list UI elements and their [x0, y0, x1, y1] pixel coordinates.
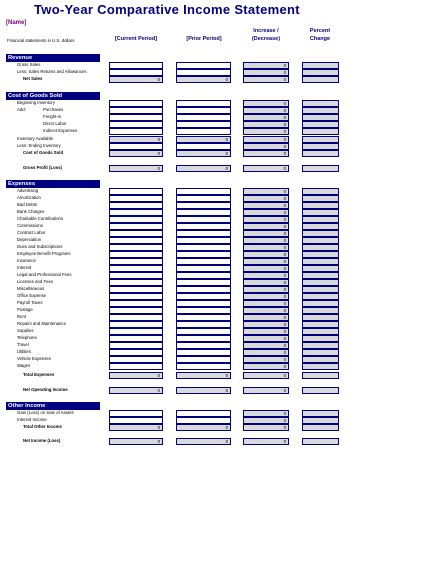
row-expense-amortization-prior[interactable] — [176, 195, 231, 202]
row-returns-allowances-increase: 0 — [243, 69, 289, 76]
row-net-operating-income-percent — [302, 387, 339, 394]
row-expense-travel-increase: 0 — [243, 342, 289, 349]
row-gain-loss-assets-current[interactable] — [109, 410, 163, 417]
label-expense-wages: Wages — [17, 363, 31, 368]
row-expense-amortization-percent — [302, 195, 339, 202]
row-expense-travel-current[interactable] — [109, 342, 163, 349]
label-total-expenses: Total Expenses — [23, 372, 55, 377]
row-expense-commissions-increase: 0 — [243, 223, 289, 230]
row-expense-wages-prior[interactable] — [176, 363, 231, 370]
row-net-operating-income-increase: 0 — [243, 387, 289, 394]
section-expenses: Expenses — [6, 180, 100, 188]
row-expense-licenses-and-fees-increase: 0 — [243, 279, 289, 286]
row-gross-profit-current: 0 — [109, 165, 163, 172]
row-inventory-available-prior: 0 — [176, 136, 231, 143]
label-expense-advertising: Advertising — [17, 188, 39, 193]
row-expense-legal-and-professional-fees-increase: 0 — [243, 272, 289, 279]
header-percent-line1: Percent — [309, 28, 331, 34]
row-cogs-total-current: 0 — [109, 150, 163, 157]
label-gain-loss-assets: Gain (Loss) on Sale of Assets — [17, 410, 74, 415]
row-ending-inventory-prior[interactable] — [176, 143, 231, 150]
row-expense-charitable-contributions-current[interactable] — [109, 216, 163, 223]
row-expense-bank-charges-prior[interactable] — [176, 209, 231, 216]
label-expense-employee-benefit-programs: Employee Benefit Programs — [17, 251, 71, 256]
label-inventory-available: Inventory Available — [17, 136, 53, 141]
label-expense-telephone: Telephone — [17, 335, 37, 340]
row-expense-repairs-and-maintenance-prior[interactable] — [176, 321, 231, 328]
row-expense-wages-current[interactable] — [109, 363, 163, 370]
row-expense-telephone-increase: 0 — [243, 335, 289, 342]
row-expense-travel-prior[interactable] — [176, 342, 231, 349]
label-expense-utilities: Utilities — [17, 349, 31, 354]
section-other-income: Other Income — [6, 402, 100, 410]
row-expense-vehicle-expenses-percent — [302, 356, 339, 363]
row-expense-telephone-percent — [302, 335, 339, 342]
row-beginning-inventory-percent — [302, 100, 339, 107]
row-freight-in-increase: 0 — [243, 114, 289, 121]
label-expense-interest: Interest — [17, 265, 32, 270]
row-expense-postage-increase: 0 — [243, 307, 289, 314]
row-expense-contract-labor-prior[interactable] — [176, 230, 231, 237]
row-expense-insurance-current[interactable] — [109, 258, 163, 265]
row-direct-labor-increase: 0 — [243, 121, 289, 128]
row-inventory-available-increase: 0 — [243, 136, 289, 143]
label-expense-dues-and-subscriptions: Dues and Subscriptions — [17, 244, 63, 249]
label-cogs-total: Cost of Goods Sold — [23, 150, 64, 155]
row-expense-commissions-prior[interactable] — [176, 223, 231, 230]
row-gross-sales-current[interactable] — [109, 62, 163, 69]
row-beginning-inventory-increase: 0 — [243, 100, 289, 107]
row-gross-profit-percent — [302, 165, 339, 172]
row-net-operating-income-current: 0 — [109, 387, 163, 394]
label-interest-income: Interest Income — [17, 417, 47, 422]
row-expense-vehicle-expenses-increase: 0 — [243, 356, 289, 363]
header-current-period[interactable]: [Current Period] — [114, 36, 158, 42]
row-expense-charitable-contributions-increase: 0 — [243, 216, 289, 223]
row-expense-bank-charges-increase: 0 — [243, 209, 289, 216]
row-indirect-expenses-percent — [302, 128, 339, 135]
row-gross-profit-increase: 0 — [243, 165, 289, 172]
row-expense-office-expense-current[interactable] — [109, 293, 163, 300]
row-expense-supplies-prior[interactable] — [176, 328, 231, 335]
row-expense-advertising-prior[interactable] — [176, 188, 231, 195]
row-purchases-prior[interactable] — [176, 107, 231, 114]
row-net-sales-increase: 0 — [243, 76, 289, 83]
row-expense-miscellaneous-current[interactable] — [109, 286, 163, 293]
row-expense-utilities-prior[interactable] — [176, 349, 231, 356]
header-percent-change — [295, 27, 345, 43]
row-expense-depreciation-increase: 0 — [243, 237, 289, 244]
row-expense-bad-debts-prior[interactable] — [176, 202, 231, 209]
row-expense-dues-and-subscriptions-increase: 0 — [243, 244, 289, 251]
row-net-income-current: 0 — [109, 438, 163, 445]
row-expense-insurance-percent — [302, 258, 339, 265]
row-cogs-total-increase: 0 — [243, 150, 289, 157]
row-expense-employee-benefit-programs-current[interactable] — [109, 251, 163, 258]
row-expense-utilities-increase: 0 — [243, 349, 289, 356]
row-expense-contract-labor-increase: 0 — [243, 230, 289, 237]
row-expense-bank-charges-percent — [302, 209, 339, 216]
row-expense-wages-increase: 0 — [243, 363, 289, 370]
section-revenue: Revenue — [6, 54, 100, 62]
currency-note: Financial statements in U.S. dollars — [7, 38, 75, 43]
row-expense-amortization-current[interactable] — [109, 195, 163, 202]
label-ending-inventory: Less: Ending Inventory — [17, 143, 61, 148]
row-expense-commissions-current[interactable] — [109, 223, 163, 230]
row-expense-supplies-increase: 0 — [243, 328, 289, 335]
row-expense-office-expense-percent — [302, 293, 339, 300]
row-cogs-total-percent — [302, 150, 339, 157]
row-expense-telephone-prior[interactable] — [176, 335, 231, 342]
label-expense-contract-labor: Contract Labor — [17, 230, 46, 235]
row-gross-sales-percent — [302, 62, 339, 69]
row-total-other-income-increase: 0 — [243, 424, 289, 431]
row-expense-repairs-and-maintenance-current[interactable] — [109, 321, 163, 328]
row-expense-commissions-percent — [302, 223, 339, 230]
row-direct-labor-prior[interactable] — [176, 121, 231, 128]
row-freight-in-current[interactable] — [109, 114, 163, 121]
row-expense-bad-debts-increase: 0 — [243, 202, 289, 209]
row-returns-allowances-percent — [302, 69, 339, 76]
label-beginning-inventory: Beginning Inventory — [17, 100, 55, 105]
row-net-sales-prior: 0 — [176, 76, 231, 83]
label-expense-vehicle-expenses: Vehicle Expenses — [17, 356, 51, 361]
row-expense-repairs-and-maintenance-increase: 0 — [243, 321, 289, 328]
row-total-expenses-current: 0 — [109, 372, 163, 379]
row-expense-advertising-percent — [302, 188, 339, 195]
row-expense-payroll-taxes-percent — [302, 300, 339, 307]
label-freight-in: Freight-in — [43, 114, 62, 119]
row-expense-employee-benefit-programs-prior[interactable] — [176, 251, 231, 258]
label-expense-commissions: Commissions — [17, 223, 43, 228]
row-expense-employee-benefit-programs-percent — [302, 251, 339, 258]
row-gross-sales-increase: 0 — [243, 62, 289, 69]
row-expense-telephone-current[interactable] — [109, 335, 163, 342]
row-inventory-available-percent — [302, 136, 339, 143]
row-expense-depreciation-current[interactable] — [109, 237, 163, 244]
label-expense-legal-and-professional-fees: Legal and Professional Fees — [17, 272, 72, 277]
row-expense-rent-percent — [302, 314, 339, 321]
row-net-income-percent — [302, 438, 339, 445]
row-expense-supplies-current[interactable] — [109, 328, 163, 335]
row-expense-depreciation-prior[interactable] — [176, 237, 231, 244]
label-net-operating-income: Net Operating Income — [23, 387, 68, 392]
row-expense-contract-labor-current[interactable] — [109, 230, 163, 237]
row-cogs-total-prior: 0 — [176, 150, 231, 157]
row-expense-office-expense-prior[interactable] — [176, 293, 231, 300]
row-expense-postage-current[interactable] — [109, 307, 163, 314]
row-expense-interest-current[interactable] — [109, 265, 163, 272]
label-expense-payroll-taxes: Payroll Taxes — [17, 300, 43, 305]
row-gain-loss-assets-prior[interactable] — [176, 410, 231, 417]
row-expense-miscellaneous-prior[interactable] — [176, 286, 231, 293]
row-expense-dues-and-subscriptions-current[interactable] — [109, 244, 163, 251]
row-returns-allowances-prior[interactable] — [176, 69, 231, 76]
row-expense-dues-and-subscriptions-prior[interactable] — [176, 244, 231, 251]
row-expense-supplies-percent — [302, 328, 339, 335]
label-expense-licenses-and-fees: Licenses and Fees — [17, 279, 54, 284]
row-expense-payroll-taxes-prior[interactable] — [176, 300, 231, 307]
page-title: Two-Year Comparative Income Statement — [34, 2, 300, 17]
header-increase-line2: (Decrease) — [251, 36, 281, 42]
label-net-sales: Net Sales — [23, 76, 43, 81]
row-direct-labor-percent — [302, 121, 339, 128]
label-expense-amortization: Amortization — [17, 195, 41, 200]
row-expense-utilities-percent — [302, 349, 339, 356]
row-expense-vehicle-expenses-prior[interactable] — [176, 356, 231, 363]
label-gross-profit: Gross Profit (Loss) — [23, 165, 62, 170]
row-gain-loss-assets-increase: 0 — [243, 410, 289, 417]
row-expense-interest-percent — [302, 265, 339, 272]
label-expense-depreciation: Depreciation — [17, 237, 42, 242]
row-direct-labor-current[interactable] — [109, 121, 163, 128]
row-expense-insurance-increase: 0 — [243, 258, 289, 265]
row-expense-licenses-and-fees-percent — [302, 279, 339, 286]
row-expense-legal-and-professional-fees-current[interactable] — [109, 272, 163, 279]
row-expense-rent-current[interactable] — [109, 314, 163, 321]
row-expense-depreciation-percent — [302, 237, 339, 244]
row-ending-inventory-increase: 0 — [243, 143, 289, 150]
row-expense-interest-increase: 0 — [243, 265, 289, 272]
row-expense-contract-labor-percent — [302, 230, 339, 237]
row-expense-insurance-prior[interactable] — [176, 258, 231, 265]
row-net-income-prior: 0 — [176, 438, 231, 445]
row-expense-vehicle-expenses-current[interactable] — [109, 356, 163, 363]
row-purchases-current[interactable] — [109, 107, 163, 114]
row-expense-bank-charges-current[interactable] — [109, 209, 163, 216]
row-expense-licenses-and-fees-prior[interactable] — [176, 279, 231, 286]
row-expense-employee-benefit-programs-increase: 0 — [243, 251, 289, 258]
label-returns-allowances: Less: Sales Returns and Allowances — [17, 69, 87, 74]
label-expense-travel: Travel — [17, 342, 29, 347]
row-inventory-available-current: 0 — [109, 136, 163, 143]
row-expense-legal-and-professional-fees-percent — [302, 272, 339, 279]
row-gain-loss-assets-percent — [302, 410, 339, 417]
row-total-other-income-current: 0 — [109, 424, 163, 431]
row-expense-rent-increase: 0 — [243, 314, 289, 321]
label-expense-supplies: Supplies — [17, 328, 34, 333]
row-expense-payroll-taxes-current[interactable] — [109, 300, 163, 307]
row-expense-advertising-current[interactable] — [109, 188, 163, 195]
row-net-sales-percent — [302, 76, 339, 83]
label-expense-charitable-contributions: Charitable Contributions — [17, 216, 64, 221]
label-add: Add: — [17, 107, 26, 112]
row-total-expenses-increase: 0 — [243, 372, 289, 379]
row-ending-inventory-percent — [302, 143, 339, 150]
row-expense-amortization-increase: 0 — [243, 195, 289, 202]
row-purchases-increase: 0 — [243, 107, 289, 114]
row-expense-interest-prior[interactable] — [176, 265, 231, 272]
row-freight-in-prior[interactable] — [176, 114, 231, 121]
header-percent-line2: Change — [309, 36, 331, 42]
label-indirect-expenses: Indirect Expenses — [43, 128, 78, 133]
row-returns-allowances-current[interactable] — [109, 69, 163, 76]
row-total-expenses-percent — [302, 372, 339, 379]
label-expense-office-expense: Office Expense — [17, 293, 47, 298]
label-expense-rent: Rent — [17, 314, 27, 319]
row-expense-postage-percent — [302, 307, 339, 314]
row-gross-sales-prior[interactable] — [176, 62, 231, 69]
label-net-income: Net Income (Loss) — [23, 438, 61, 443]
row-expense-repairs-and-maintenance-percent — [302, 321, 339, 328]
row-expense-licenses-and-fees-current[interactable] — [109, 279, 163, 286]
row-expense-charitable-contributions-prior[interactable] — [176, 216, 231, 223]
section-cogs: Cost of Goods Sold — [6, 92, 100, 100]
label-expense-insurance: Insurance — [17, 258, 36, 263]
header-increase-line1: Increase / — [253, 28, 279, 34]
row-indirect-expenses-increase: 0 — [243, 128, 289, 135]
row-beginning-inventory-prior[interactable] — [176, 100, 231, 107]
row-interest-income-prior[interactable] — [176, 417, 231, 424]
row-expense-bad-debts-percent — [302, 202, 339, 209]
row-interest-income-percent — [302, 417, 339, 424]
label-purchases: Purchases — [43, 107, 64, 112]
label-expense-bank-charges: Bank Charges — [17, 209, 45, 214]
row-beginning-inventory-current[interactable] — [109, 100, 163, 107]
row-ending-inventory-current[interactable] — [109, 143, 163, 150]
row-total-other-income-percent — [302, 424, 339, 431]
row-expense-utilities-current[interactable] — [109, 349, 163, 356]
row-expense-wages-percent — [302, 363, 339, 370]
label-expense-bad-debts: Bad Debts — [17, 202, 38, 207]
row-expense-travel-percent — [302, 342, 339, 349]
label-expense-postage: Postage — [17, 307, 33, 312]
row-interest-income-current[interactable] — [109, 417, 163, 424]
header-prior-period[interactable]: [Prior Period] — [186, 36, 222, 42]
label-gross-sales: Gross Sales — [17, 62, 41, 67]
label-total-other-income: Total Other Income — [23, 424, 62, 429]
row-total-other-income-prior: 0 — [176, 424, 231, 431]
label-expense-miscellaneous: Miscellaneous — [17, 286, 45, 291]
row-net-operating-income-prior: 0 — [176, 387, 231, 394]
row-net-income-increase: 0 — [243, 438, 289, 445]
row-expense-bad-debts-current[interactable] — [109, 202, 163, 209]
row-expense-postage-prior[interactable] — [176, 307, 231, 314]
row-expense-payroll-taxes-increase: 0 — [243, 300, 289, 307]
row-indirect-expenses-current[interactable] — [109, 128, 163, 135]
row-total-expenses-prior: 0 — [176, 372, 231, 379]
row-expense-miscellaneous-increase: 0 — [243, 286, 289, 293]
row-expense-advertising-increase: 0 — [243, 188, 289, 195]
row-expense-legal-and-professional-fees-prior[interactable] — [176, 272, 231, 279]
label-expense-repairs-and-maintenance: Repairs and Maintenance — [17, 321, 66, 326]
row-expense-rent-prior[interactable] — [176, 314, 231, 321]
header-increase — [236, 27, 296, 43]
row-interest-income-increase: 0 — [243, 417, 289, 424]
row-gross-profit-prior: 0 — [176, 165, 231, 172]
row-expense-office-expense-increase: 0 — [243, 293, 289, 300]
row-net-sales-current: 0 — [109, 76, 163, 83]
row-freight-in-percent — [302, 114, 339, 121]
row-expense-dues-and-subscriptions-percent — [302, 244, 339, 251]
label-direct-labor: Direct Labor — [43, 121, 67, 126]
row-purchases-percent — [302, 107, 339, 114]
row-expense-miscellaneous-percent — [302, 286, 339, 293]
row-indirect-expenses-prior[interactable] — [176, 128, 231, 135]
company-name[interactable]: [Name] — [6, 20, 27, 26]
row-expense-charitable-contributions-percent — [302, 216, 339, 223]
